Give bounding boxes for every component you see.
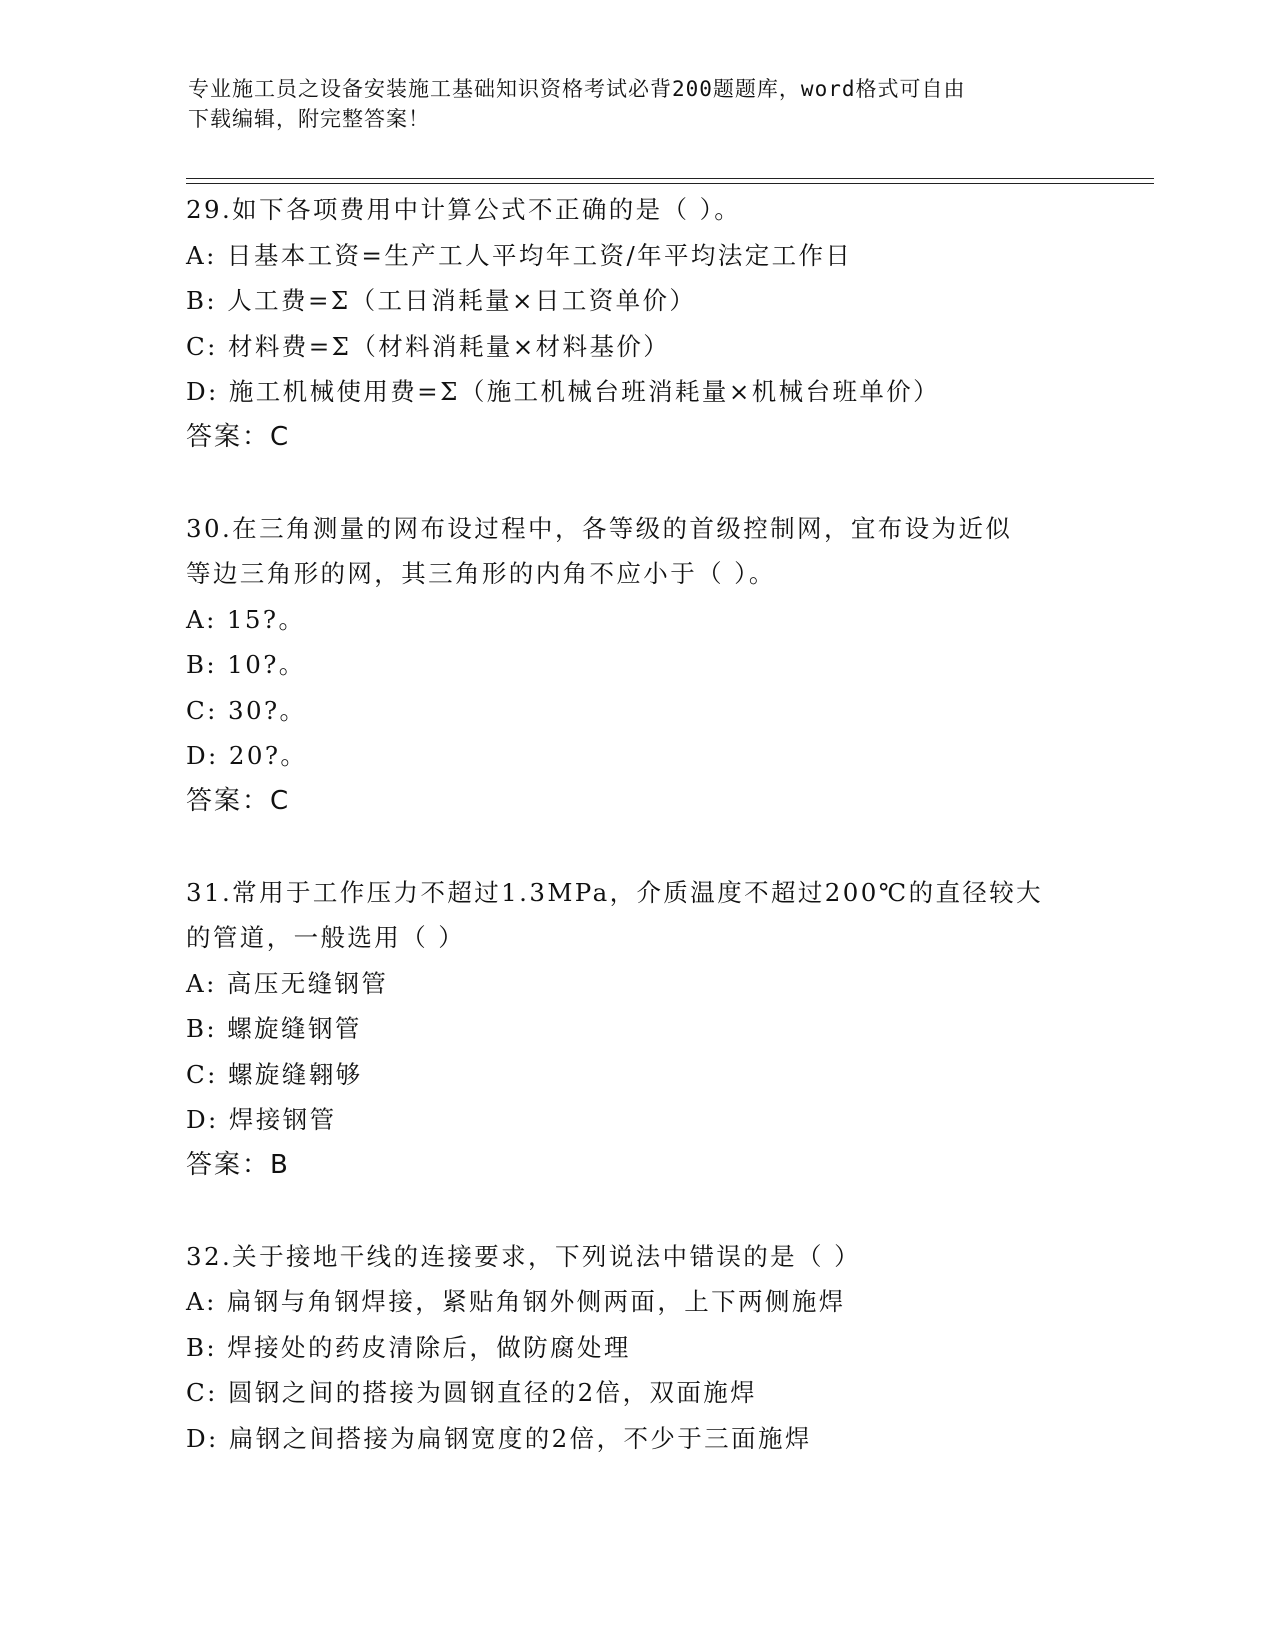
question-list [186,187,1086,1461]
option-a: A: 高压无缝钢管 [186,968,389,998]
header-line-1: 专业施工员之设备安装施工基础知识资格考试必背200题题库，word格式可自由 [188,77,966,101]
question-stem: 29.如下各项费用中计算公式不正确的是（ ）。 [186,195,742,224]
option-c: C: 圆钢之间的搭接为圆钢直径的2倍，双面施焊 [186,1378,758,1407]
question-30 [186,506,1086,825]
option-a: A: 日基本工资=生产工人平均年工资/年平均法定工作日 [186,240,853,270]
option-c: C: 螺旋缝翱够 [186,1059,363,1089]
question-stem: 32.关于接地干线的连接要求，下列说法中错误的是（ ） [186,1241,862,1271]
answer: 答案：C [186,421,291,452]
question-stem-line-2: 等边三角形的网，其三角形的内角不应小于（ ）。 [186,559,776,588]
question-stem-line-2: 的管道，一般选用（ ） [186,923,466,952]
header-divider-bottom [186,183,1154,184]
option-b: B: 螺旋缝钢管 [186,1014,362,1043]
answer: 答案：B [186,1149,290,1180]
option-b: B: 焊接处的药皮清除后，做防腐处理 [186,1332,631,1362]
option-a: A: 15?。 [186,604,306,634]
header-divider-top [186,178,1154,179]
option-d: D: 20?。 [186,741,308,770]
header-line-2: 下载编辑，附完整答案！ [188,107,430,131]
question-spacer [186,460,1086,506]
question-spacer [186,1188,1086,1234]
option-c: C: 30?。 [186,695,307,725]
document-header [188,74,1088,134]
question-32 [186,1234,1086,1462]
question-29 [186,187,1086,460]
option-b: B: 10?。 [186,650,306,679]
question-stem-line-1: 31.常用于工作压力不超过1.3MPa，介质温度不超过200℃的直径较大 [186,877,1044,907]
option-d: D: 扁钢之间搭接为扁钢宽度的2倍，不少于三面施焊 [186,1423,812,1453]
question-31 [186,870,1086,1189]
question-spacer [186,824,1086,870]
option-b: B: 人工费=Σ（工日消耗量×日工资单价） [186,286,697,315]
option-d: D: 施工机械使用费=Σ（施工机械台班消耗量×机械台班单价） [186,377,941,406]
question-stem-line-1: 30.在三角测量的网布设过程中，各等级的首级控制网，宜布设为近似 [186,513,1013,543]
option-a: A: 扁钢与角钢焊接，紧贴角钢外侧两面，上下两侧施焊 [186,1287,846,1316]
option-d: D: 焊接钢管 [186,1105,337,1134]
option-c: C: 材料费=Σ（材料消耗量×材料基价） [186,331,671,361]
answer: 答案：C [186,785,291,816]
